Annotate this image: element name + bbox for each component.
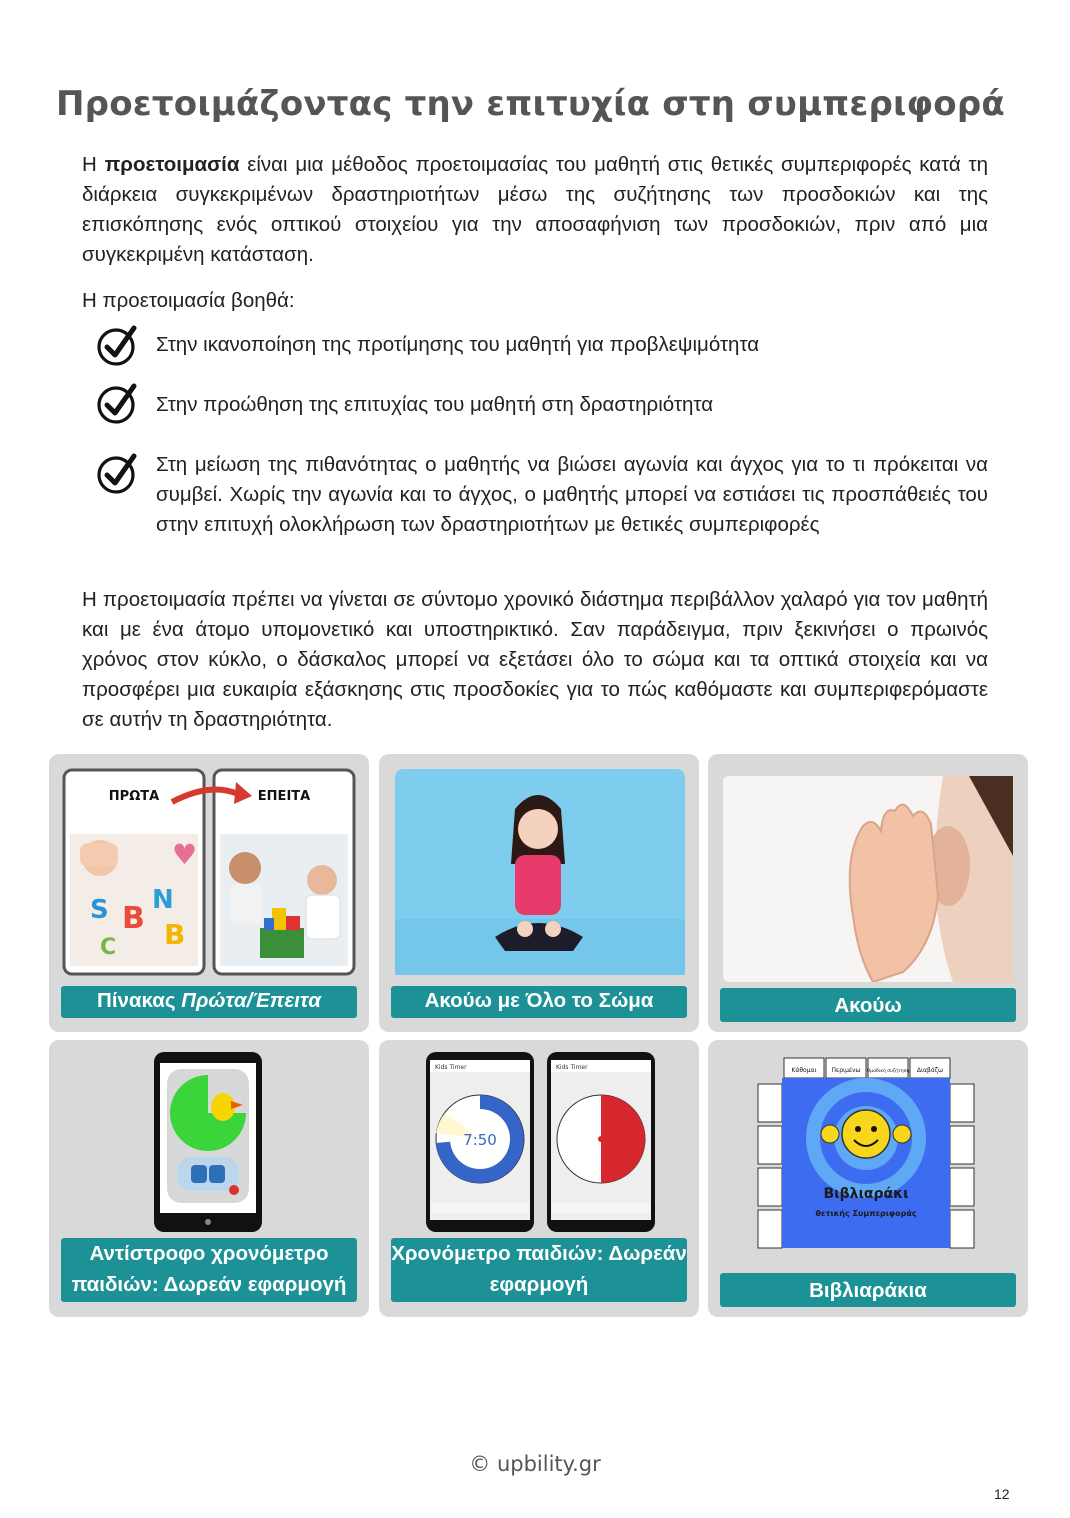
intro-prefix: Η <box>82 153 105 176</box>
svg-text:S: S <box>90 895 109 925</box>
benefit-item <box>96 382 988 426</box>
card-whole-body <box>379 754 699 1032</box>
booklet-tab: Περιμένω <box>831 1067 861 1074</box>
label-italic-text: Πρώτα/Έπειτα <box>181 989 321 1012</box>
booklet-subtitle: θετικής Συμπεριφοράς <box>815 1209 917 1218</box>
svg-text:C: C <box>100 935 117 960</box>
card-booklets <box>708 1040 1028 1317</box>
label-text: Πίνακας <box>97 989 182 1012</box>
benefit-text: Στη μείωση της πιθανότητας ο μαθητής να βιώσει αγωνία και άγχος για το τι πρόκειται να συμβεί. Χωρίς την αγωνία και το άγχος, ο μαθητής μπορεί να εστιάσει τις προσπάθειές του στην επιτυχή ολοκλήρωση των δραστηριοτήτων με θετικές συμπεριφορές <box>156 453 988 536</box>
booklet-title: Βιβλιαράκι <box>823 1186 909 1202</box>
app-name: Kids Timer <box>556 1064 588 1071</box>
checkmark-icon <box>96 452 138 494</box>
card-label: Χρονόμετρο παιδιών: Δωρεάν εφαρμογή <box>391 1238 687 1302</box>
card-label: Αντίστροφο χρονόμετρο παιδιών: Δωρεάν εφαρμογή <box>61 1238 357 1302</box>
app-name: Kids Timer <box>435 1064 467 1071</box>
card-listen <box>708 754 1028 1032</box>
timer-time: 7:50 <box>463 1131 497 1149</box>
checkmark-icon <box>96 382 138 424</box>
svg-text:B: B <box>122 901 145 936</box>
card-first-then <box>49 754 369 1032</box>
child-sitting-photo <box>395 769 685 975</box>
booklet-tab: Κάθομαι <box>791 1067 817 1074</box>
booklet-tab: Ομαδική συζήτηση <box>866 1069 910 1074</box>
hand-ear-photo <box>723 776 1013 982</box>
benefit-text: Στην ικανοποίηση της προτίμησης του μαθητή για προβλεψιμότητα <box>156 333 760 356</box>
card-label: Ακούω με Όλο το Σώμα <box>391 986 687 1018</box>
checkmark-icon <box>96 324 138 366</box>
intro-bold-term: προετοιμασία <box>104 153 240 176</box>
svg-text:B: B <box>164 918 186 951</box>
then-card-label: ΕΠΕΙΤΑ <box>257 789 311 804</box>
page-number: 12 <box>994 1486 1010 1502</box>
card-label: Βιβλιαράκια <box>720 1273 1016 1307</box>
card-kids-timer <box>379 1040 699 1317</box>
helps-label: Η προετοιμασία βοηθά: <box>82 289 295 312</box>
intro-paragraph <box>82 150 988 270</box>
card-countdown <box>49 1040 369 1317</box>
svg-text:N: N <box>152 885 174 915</box>
closing-paragraph: Η προετοιμασία πρέπει να γίνεται σε σύντομο χρονικό διάστημα περιβάλλον χαλαρό για τον μαθητή και με ένα άτομο υπομονετικό και υποστηρικτικό. Σαν παράδειγμα, πριν ξεκινήσει ο πρωινός χρόνος στον κύκλο, ο δάσκαλος μπορεί να εξετάσει όλο το σώμα και τα οπτικά στοιχεία και να προσφέρει μια ευκαιρία εξάσκησης στις προσδοκίες για το πώς καθόμαστε και συμπεριφερόμαστε σε αυτήν τη δραστηριότητα. <box>82 588 988 731</box>
benefit-item <box>96 452 988 574</box>
booklet-image <box>754 1052 978 1252</box>
page-title: Προετοιμάζοντας την επιτυχία στη συμπεριφορά <box>56 84 1005 124</box>
card-label <box>61 986 357 1018</box>
first-card-label: ΠΡΩΤΑ <box>108 789 160 804</box>
booklet-tab: Διαβάζω <box>916 1067 944 1074</box>
first-then-board-image <box>60 768 360 978</box>
kids-timer-phones-image <box>425 1051 657 1233</box>
countdown-phone-image <box>153 1051 263 1233</box>
card-label: Ακούω <box>720 988 1016 1022</box>
intro-rest: είναι μια μέθοδος προετοιμασίας του μαθητή στις θετικές συμπεριφορές κατά τη διάρκεια συγκεκριμένων δραστηριοτήτων μέσω της συζήτησης των προσδοκιών και της επισκόπησης ενός οπτικού στοιχείου για την αποσαφήνιση των προσδοκιών, πριν από μια συγκεκριμένη κατάσταση. <box>82 153 988 266</box>
benefit-text: Στην προώθηση της επιτυχίας του μαθητή στη δραστηριότητα <box>156 393 714 416</box>
svg-text:♥: ♥ <box>172 838 198 871</box>
footer-copyright: © upbility.gr <box>469 1452 601 1476</box>
benefit-item <box>96 324 988 368</box>
